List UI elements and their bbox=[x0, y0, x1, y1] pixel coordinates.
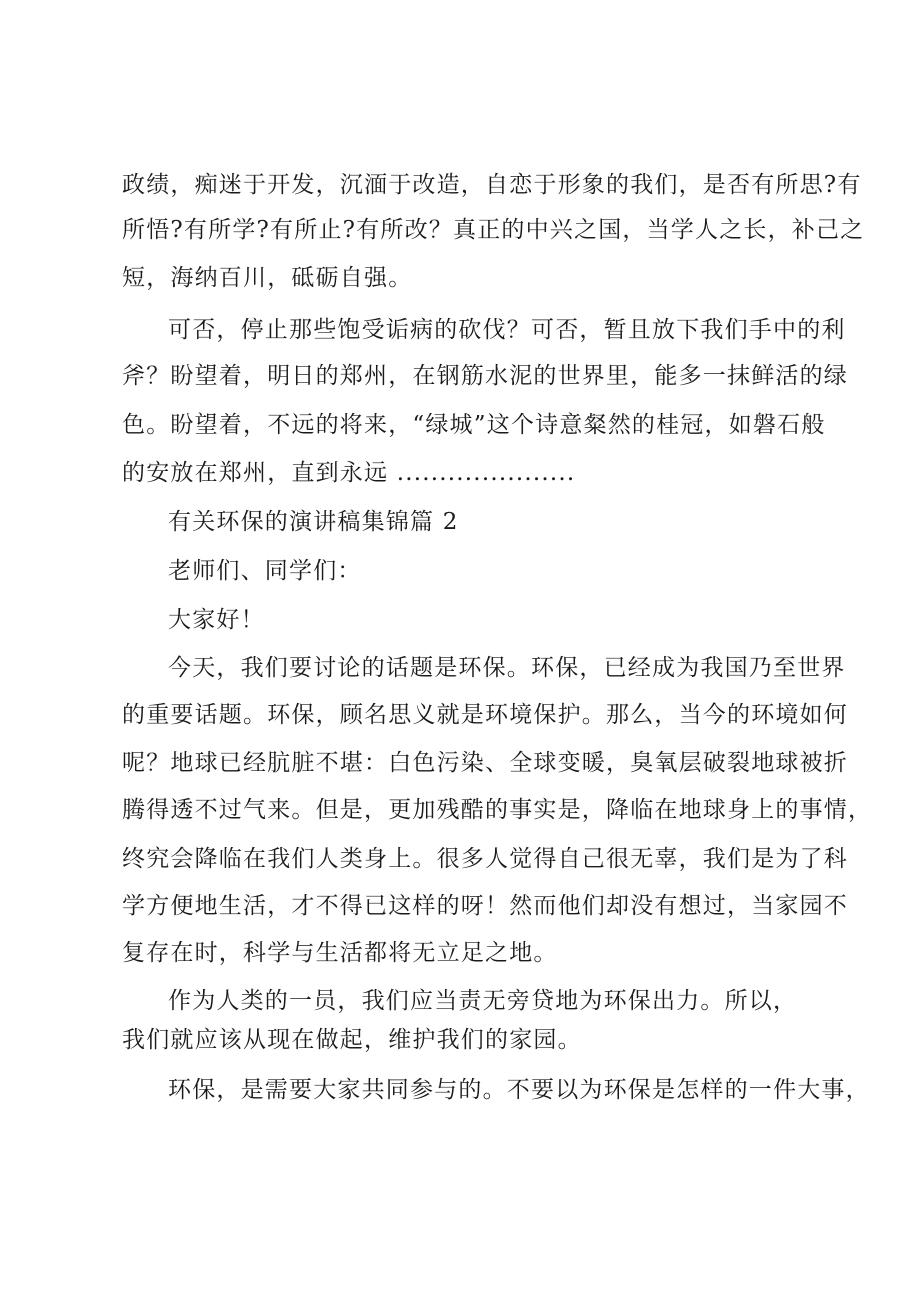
paragraph-line: 腾得透不过气来。但是，更加残酷的事实是，降临在地球身上的事情， bbox=[122, 797, 873, 823]
salutation: 老师们、同学们： bbox=[168, 558, 362, 584]
paragraph-line: 今天，我们要讨论的话题是环保。环保，已经成为我国乃至世界 bbox=[168, 655, 846, 681]
paragraph-line: 的重要话题。环保，顾名思义就是环境保护。那么，当今的环境如何 bbox=[122, 702, 848, 728]
paragraph-line: 终究会降临在我们人类身上。很多人觉得自己很无辜，我们是为了科 bbox=[122, 846, 848, 872]
paragraph-line: 所悟?有所学?有所止?有所改？真正的中兴之国，当学人之长，补己之 bbox=[122, 217, 865, 243]
paragraph-line: 可否，停止那些饱受诟病的砍伐？可否，暂且放下我们手中的利 bbox=[168, 317, 846, 343]
paragraph-line: 的安放在郑州，直到永远 ..................... bbox=[122, 460, 576, 486]
paragraph-line: 环保，是需要大家共同参与的。不要以为环保是怎样的一件大事， bbox=[168, 1077, 870, 1103]
paragraph-line: 斧？盼望着，明日的郑州，在钢筋水泥的世界里，能多一抹鲜活的绿 bbox=[122, 363, 848, 389]
paragraph-line: 作为人类的一员，我们应当责无旁贷地为环保出力。所以， bbox=[168, 988, 798, 1014]
paragraph-line: 短，海纳百川，砥砺自强。 bbox=[122, 265, 413, 291]
paragraph-line: 我们就应该从现在做起，维护我们的家园。 bbox=[122, 1027, 582, 1053]
paragraph-line: 呢？地球已经肮脏不堪：白色污染、全球变暖，臭氧层破裂地球被折 bbox=[122, 750, 848, 776]
paragraph-line: 复存在时，科学与生活都将无立足之地。 bbox=[122, 940, 558, 966]
section-heading: 有关环保的演讲稿集锦篇 2 bbox=[168, 509, 459, 535]
greeting: 大家好！ bbox=[168, 607, 265, 633]
paragraph-line: 政绩，痴迷于开发，沉湎于改造，自恋于形象的我们，是否有所思?有 bbox=[122, 172, 862, 198]
paragraph-line: 学方便地生活，才不得已这样的呀！然而他们却没有想过，当家园不 bbox=[122, 893, 848, 919]
paragraph-line: 色。盼望着，不远的将来，“绿城”这个诗意粲然的桂冠，如磐石般 bbox=[122, 412, 826, 438]
